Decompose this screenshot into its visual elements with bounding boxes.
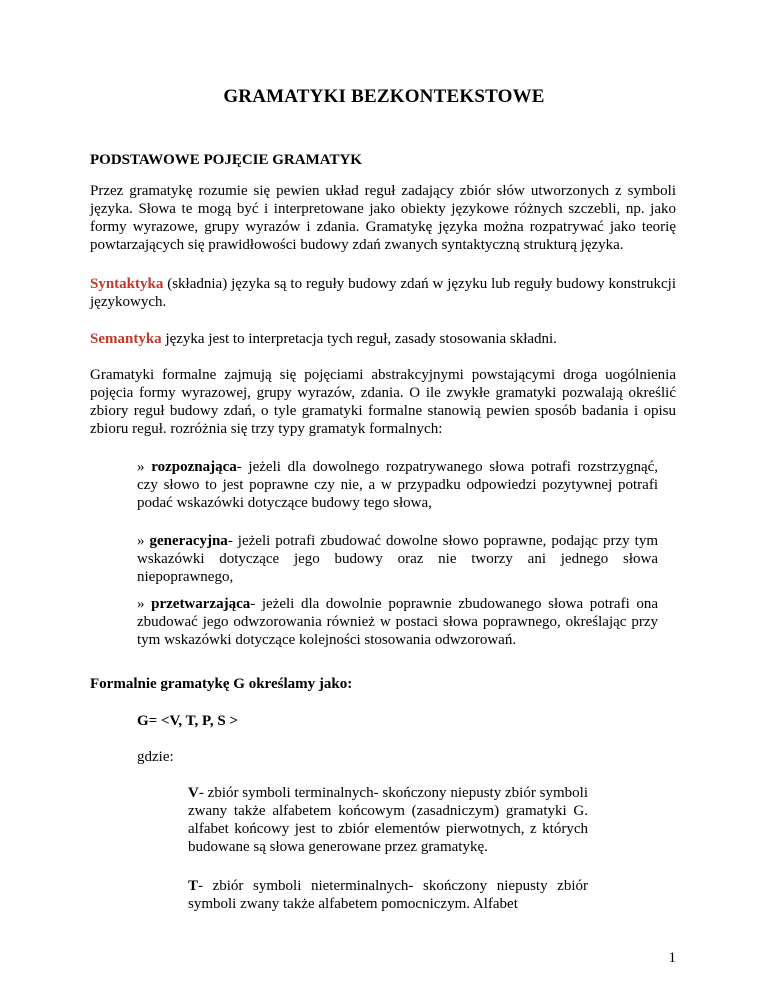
semantyka-paragraph (90, 330, 676, 348)
definition-term: T (188, 878, 199, 894)
semantyka-text: języka jest to interpretacja tych reguł, zasady stosowania składni. (161, 331, 557, 347)
definition-text: - zbiór symboli nieterminalnych- skończony niepusty zbiór symboli zwany także alfabetem pomocniczym. Alfabet (188, 878, 588, 912)
bullet-icon: » (137, 533, 145, 549)
semantyka-term: Semantyka (90, 331, 162, 347)
grammar-type-item (137, 595, 658, 649)
bullet-icon: » (137, 596, 145, 612)
syntaktyka-paragraph (90, 275, 676, 311)
grammar-type-text: - jeżeli dla dowolnego rozpatrywanego słowa potrafi rozstrzygnąć, czy słowo to jest poprawne czy nie, a w przypadku odpowiedzi pozytywnej potrafi podać wskazówki dotyczące budowy tego słowa, (137, 459, 659, 511)
definition-item (188, 784, 588, 856)
grammar-formula: G= <V, T, P, S > (137, 713, 238, 729)
page-number: 1 (668, 950, 676, 966)
formal-grammars-paragraph: Gramatyki formalne zajmują się pojęciami abstrakcyjnymi powstającymi droga uogólnienia pojęcia formy wyrazowej, grupy wyrazów, zdania. O ile zwykłe gramatyki pozwalają określić zbiory reguł budowy zdań, o tyle gramatyki formalne stanowią pewien sposób badania i opisu zbioru reguł. rozróżnia się trzy typy gramatyk formalnych: (90, 367, 676, 437)
definition-term: V (188, 785, 199, 801)
syntaktyka-text: (składnia) języka są to reguły budowy zdań w języku lub reguły budowy konstrukcji językowych. (90, 276, 676, 310)
definition-item (188, 877, 588, 913)
formal-definition-heading: Formalnie gramatykę G określamy jako: (90, 676, 353, 692)
grammar-type-item (137, 532, 658, 586)
section-heading: PODSTAWOWE POJĘCIE GRAMATYK (90, 152, 362, 168)
where-label: gdzie: (137, 749, 174, 765)
grammar-type-item (137, 458, 658, 512)
syntaktyka-term: Syntaktyka (90, 276, 164, 292)
bullet-icon: » (137, 459, 145, 475)
intro-paragraph: Przez gramatykę rozumie się pewien układ reguł zadający zbiór słów utworzonych z symboli języka. Słowa te mogą być i interpretowane jako obiekty językowe różnych szczebli, np. jako formy wyrazowe, grupy wyrazów i zdania. Gramatykę języka można rozpatrywać jako teorię powtarzających się prawidłowości budowy zdań zwanych syntaktyczną strukturą języka. (90, 183, 676, 253)
definition-text: - zbiór symboli terminalnych- skończony niepusty zbiór symboli zwany także alfabetem końcowym (zasadniczym) gramatyki G. alfabet końcowy jest to zbiór elementów pierwotnych, z których budowane są słowa generowane przez gramatykę. (188, 785, 588, 855)
grammar-type-term: generacyjna (149, 533, 228, 549)
grammar-type-term: rozpoznająca (151, 459, 237, 475)
page-title: GRAMATYKI BEZKONTEKSTOWE (223, 86, 545, 107)
grammar-type-text: - jeżeli dla dowolnie poprawnie zbudowanego słowa potrafi ona zbudować jego odwzorowania również w postaci słowa poprawnego, określając przy tym wskazówki dotyczące kolejności stosowania odwzorowań. (137, 596, 659, 648)
grammar-type-term: przetwarzająca (151, 596, 251, 612)
grammar-type-text: - jeżeli potrafi zbudować dowolne słowo poprawne, podając przy tym wskazówki dotyczące jego budowy oraz nie tworzy ani jednego słowa niepoprawnego, (137, 533, 659, 585)
